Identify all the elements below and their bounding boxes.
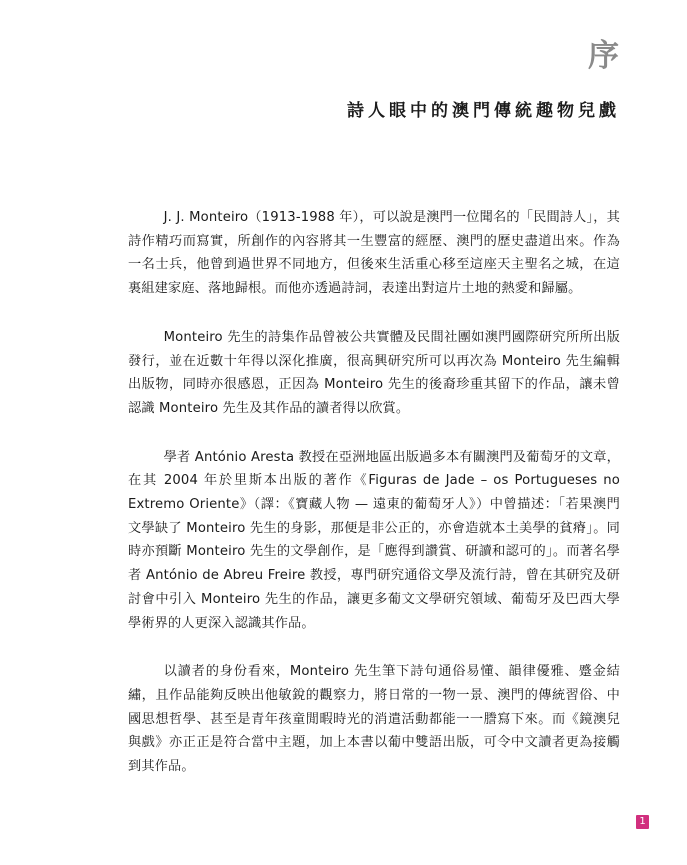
paragraph-1: J. J. Monteiro（1913-1988 年），可以說是澳門一位聞名的「民間詩人」，其詩作精巧而寫實，所創作的內容將其一生豐富的經歷、澳門的歷史盡道出來。作為一名士兵，他曾到過世界不同地方，但後來生活重心移至這座天主聖名之城，在這裏組建家庭、落地歸根。而他亦透過詩詞，表達出對這片土地的熱愛和歸屬。 [128, 210, 620, 297]
paragraph-2: Monteiro 先生的詩集作品曾被公共實體及民間社團如澳門國際研究所所出版發行，並在近數十年得以深化推廣，很高興研究所可以再次為 Monteiro 先生編輯出版物，同時亦很感恩，正因為 Monteiro 先生的後裔珍重其留下的作品，讓未曾認識 Monteiro 先生及其作品的讀者得以欣賞。 [128, 329, 620, 416]
body-text [128, 206, 620, 804]
section-heading: 序 [588, 38, 619, 74]
page-title: 詩人眼中的澳門傳統趣物兒戲 [347, 101, 620, 121]
paragraph-3: 學者 António Aresta 教授在亞洲地區出版過多本有關澳門及葡萄牙的文章，在其 2004 年於里斯本出版的著作《Figuras de Jade – os Portugueses no Extremo Oriente》（譯：《寶藏人物 — 遠東的葡萄牙人》）中曾描述：「若果澳門文學缺了 Monteiro 先生的身影，那便是非公正的，亦會造就本土美學的貧瘠」。同時亦預斷 Monteiro 先生的文學創作，是「應得到讚賞、研讀和認可的」。而著名學者 António de Abreu Freire 教授，專門研究通俗文學及流行詩，曾在其研究及研討會中引入 Monteiro 先生的作品，讓更多葡文文學研究領域、葡萄牙及巴西大學學術界的人更深入認識其作品。 [128, 449, 620, 631]
paragraph-4: 以讀者的身份看來，Monteiro 先生筆下詩句通俗易懂、韻律優雅、蹙金結繡，且作品能夠反映出他敏銳的觀察力，將日常的一物一景、澳門的傳統習俗、中國思想哲學、甚至是青年孩童閒暇時光的消遣活動都能一一謄寫下來。而《鏡澳兒與戲》亦正正是符合當中主題，加上本書以葡中雙語出版，可令中文讀者更為接觸到其作品。 [128, 664, 620, 775]
page-number-badge: 1 [636, 815, 649, 829]
